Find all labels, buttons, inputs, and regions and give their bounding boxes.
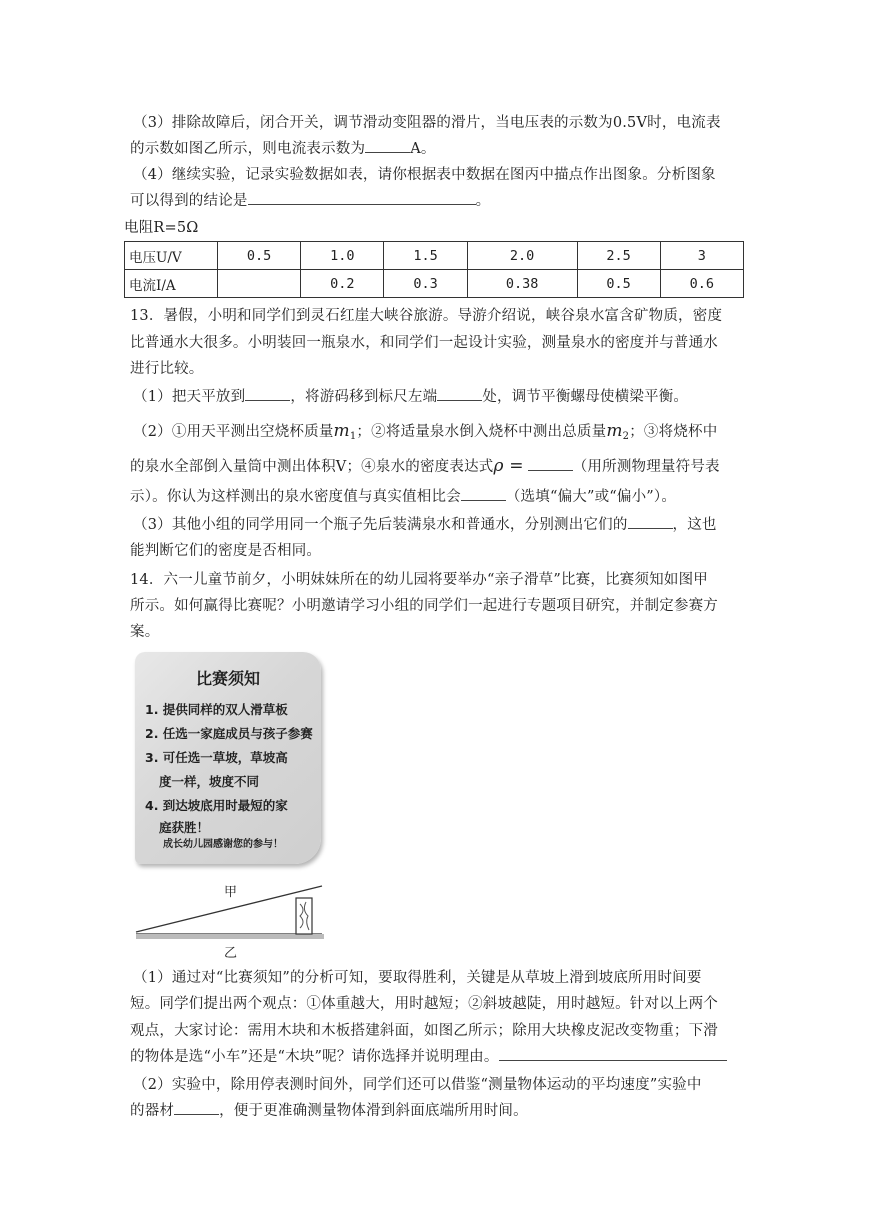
- table-cell: 0.38: [467, 270, 577, 298]
- symbol-rho: ρ =: [493, 456, 524, 476]
- data-table: [124, 241, 744, 298]
- symbol-m2: $m_2$: [606, 421, 630, 442]
- table-cell: 0.5: [218, 242, 301, 270]
- q13-part2-line3: 示）。你认为这样测出的泉水密度值与真实值相比会 （选填“偏大”或“偏小”）。: [130, 485, 676, 506]
- wood-block: [296, 898, 312, 934]
- table-cell: 0.2: [301, 270, 384, 298]
- table-header-voltage: 电压U/V: [125, 242, 218, 270]
- q14-part1-line2: 短。同学们提出两个观点：①体重越大，用时越短；②斜坡越陡，用时越短。针对以上两个: [130, 996, 718, 1012]
- q12-part3-line1: （3）排除故障后，闭合开关，调节滑动变阻器的滑片，当电压表的示数为0.5V时，电流表: [133, 115, 721, 131]
- q12-part4-line2: 可以得到的结论是 。: [130, 189, 490, 210]
- table-cell: 0.6: [660, 270, 743, 298]
- answer-blank[interactable]: [628, 514, 673, 529]
- notice-item: 4. 到达坡底用时最短的家: [145, 798, 288, 813]
- table-cell: 2.0: [467, 242, 577, 270]
- table-cell: 3: [660, 242, 743, 270]
- q13-line1: 13．暑假，小明和同学们到灵石红崖大峡谷旅游。导游介绍说，峡谷泉水富含矿物质，密度: [130, 308, 723, 324]
- answer-blank[interactable]: [365, 138, 410, 153]
- label-jia: 甲: [224, 885, 238, 900]
- symbol-m1: $m_1$: [333, 421, 357, 442]
- q14-part2-line1: （2）实验中，除用停表测时间外，同学们还可以借鉴“测量物体运动的平均速度”实验中: [133, 1077, 702, 1093]
- q14-part1-line4: 的物体是选“小车”还是“木块”呢？请你选择并说明理由。: [130, 1045, 727, 1066]
- q14-line2: 所示。如何赢得比赛呢？小明邀请学习小组的同学们一起进行专题项目研究，并制定参赛方: [130, 598, 718, 614]
- answer-blank[interactable]: [174, 1100, 219, 1115]
- table-row-voltage: [125, 242, 744, 270]
- q12-part4-line1: （4）继续实验，记录实验数据如表，请你根据表中数据在图丙中描点作出图象。分析图象: [133, 167, 716, 183]
- table-cell: 0.5: [577, 270, 660, 298]
- table-cell: 2.5: [577, 242, 660, 270]
- q13-part2-line2: 的泉水全部倒入量筒中测出体积V；④泉水的密度表达式ρ = （用所测物理量符号表: [130, 456, 720, 476]
- q13-part1: （1）把天平放到 ，将游码移到标尺左端 处，调节平衡螺母使横梁平衡。: [133, 385, 688, 406]
- table-cell: 1.5: [384, 242, 467, 270]
- table-cell: 1.0: [301, 242, 384, 270]
- q13-part2-line1: （2）①用天平测出空烧杯质量$m_1$；②将适量泉水倒入烧杯中测出总质量$m_2$；③将烧杯中: [133, 421, 718, 442]
- q13-part3-line2: 能判断它们的密度是否相同。: [130, 543, 322, 559]
- notice-title: 比赛须知: [195, 669, 260, 688]
- table-header-current: 电流I/A: [125, 270, 218, 298]
- q14-part1-line1: （1）通过对“比赛须知”的分析可知，要取得胜利，关键是从草坡上滑到坡底所用时间要: [133, 970, 702, 986]
- notice-item: 3. 可任选一草坡，草坡高: [145, 750, 288, 765]
- table-cell: 0.3: [384, 270, 467, 298]
- incline-diagram: [132, 868, 328, 945]
- answer-blank[interactable]: [461, 486, 506, 501]
- answer-blank[interactable]: [245, 386, 290, 401]
- notice-item: 1. 提供同样的双人滑草板: [145, 702, 288, 717]
- notice-footer: 成长幼儿园感谢您的参与！: [163, 839, 283, 850]
- resistance-label: 电阻R=5Ω: [124, 220, 199, 236]
- answer-blank[interactable]: [499, 1046, 727, 1061]
- notice-item: 度一样，坡度不同: [159, 774, 260, 789]
- notice-item: 2. 任选一家庭成员与孩子参赛: [145, 726, 313, 741]
- table-row-current: [125, 270, 744, 298]
- figure-notice-and-slope: [132, 648, 328, 961]
- label-yi: 乙: [224, 946, 238, 961]
- q14-line1: 14．六一儿童节前夕，小明妹妹所在的幼儿园将要举办“亲子滑草”比赛，比赛须知如图甲: [130, 572, 708, 588]
- notice-item: 庭获胜！: [159, 820, 210, 835]
- q12-part3-line2: 的示数如图乙所示，则电流表示数为 A。: [130, 137, 436, 158]
- notice-paper: [135, 652, 321, 864]
- q13-line3: 进行比较。: [130, 361, 204, 377]
- answer-blank[interactable]: [437, 386, 482, 401]
- answer-blank[interactable]: [528, 456, 573, 471]
- q14-line3: 案。: [130, 624, 160, 640]
- q14-part2-line2: 的器材 ，便于更准确测量物体滑到斜面底端所用时间。: [130, 1099, 528, 1120]
- q13-line2: 比普通水大很多。小明装回一瓶泉水，和同学们一起设计实验，测量泉水的密度并与普通水: [130, 335, 718, 351]
- q14-part1-line3: 观点，大家讨论：需用木块和木板搭建斜面，如图乙所示；除用大块橡皮泥改变物重；下滑: [130, 1023, 718, 1039]
- answer-blank[interactable]: [248, 190, 476, 205]
- q13-part3-line1: （3）其他小组的同学用同一个瓶子先后装满泉水和普通水，分别测出它们的 ，这也: [133, 513, 717, 534]
- table-cell-empty[interactable]: [218, 270, 301, 298]
